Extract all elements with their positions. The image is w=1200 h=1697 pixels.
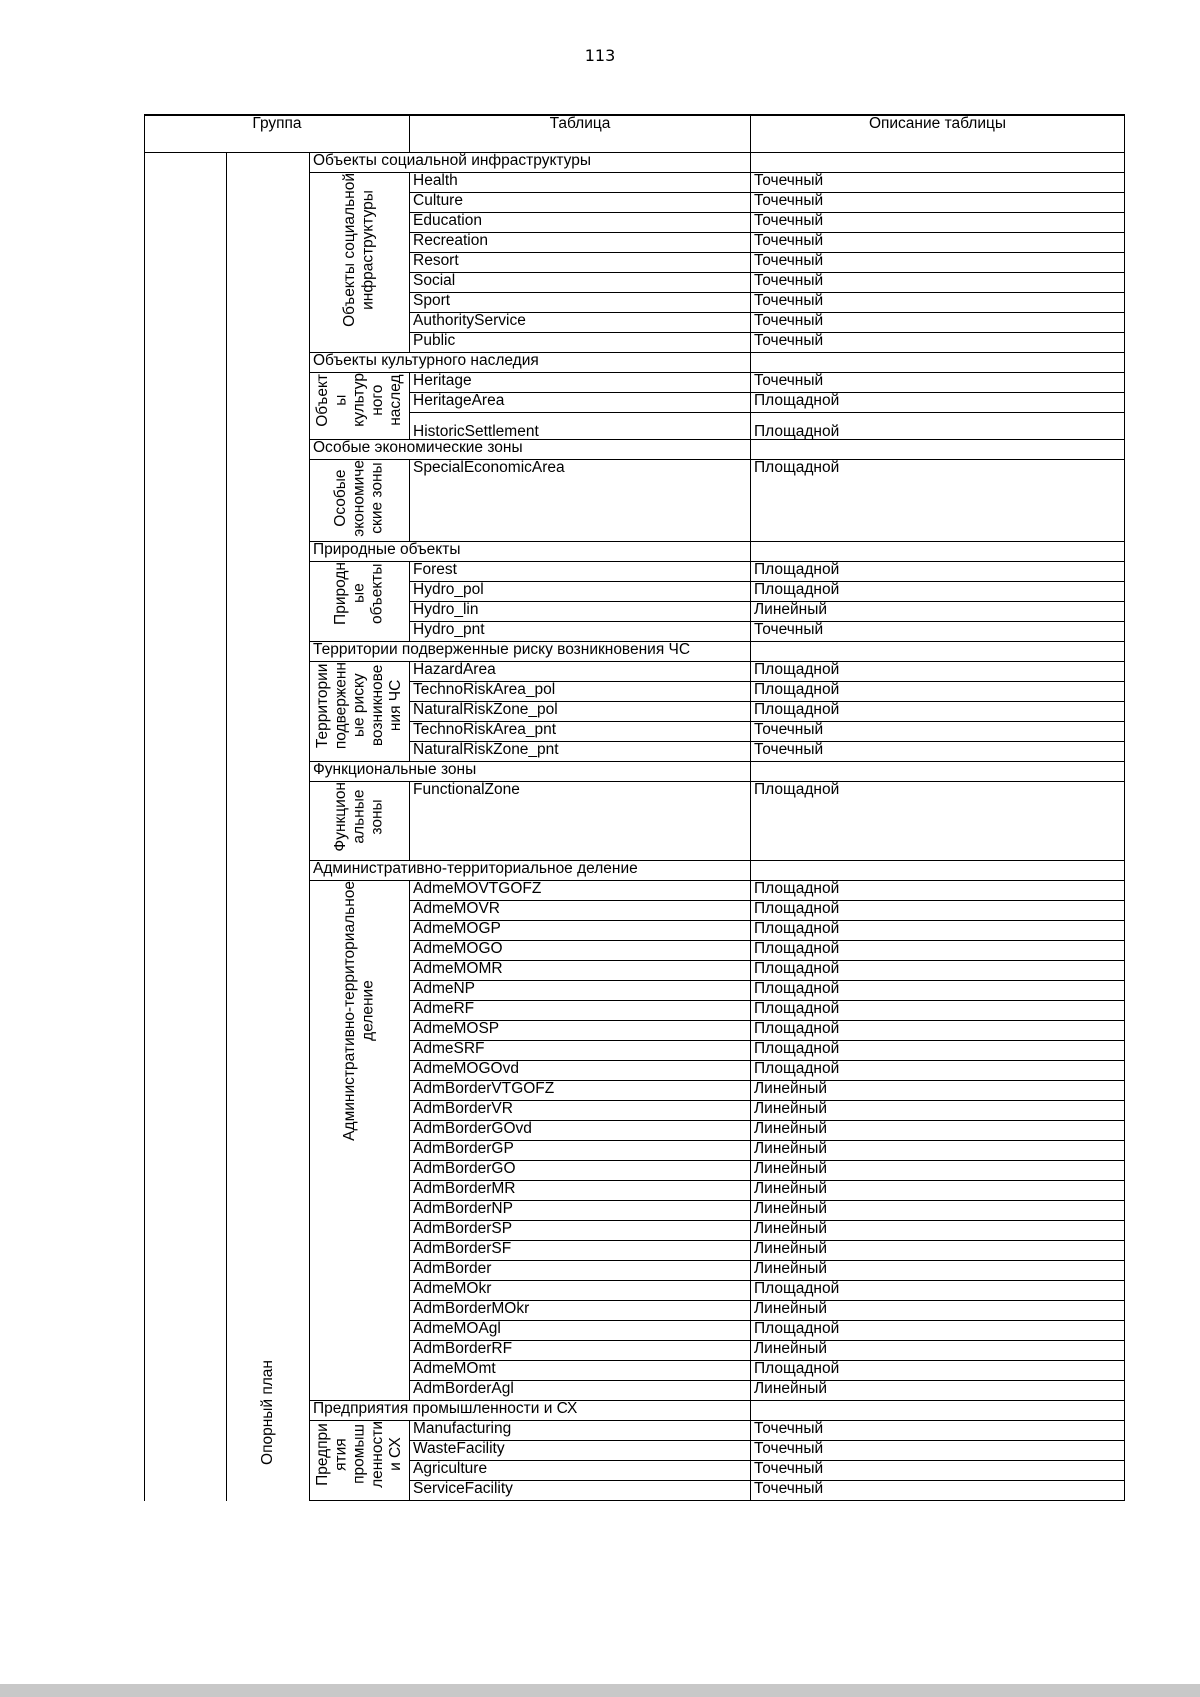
table-description-cell: Площадной — [751, 961, 1125, 981]
table-name-cell: AdmeMOMR — [410, 961, 751, 981]
table-description-cell: Точечный — [751, 193, 1125, 213]
section-vertical-label-cell — [310, 782, 410, 861]
table-body — [145, 115, 1125, 1501]
table-name-cell: ServiceFacility — [410, 1481, 751, 1501]
section-vertical-label-wrap — [313, 173, 406, 327]
table-description-cell: Площадной — [751, 1361, 1125, 1381]
table-name-cell: AdmBorderMOkr — [410, 1301, 751, 1321]
table-description-cell: Площадной — [751, 1061, 1125, 1081]
section-vertical-label-cell — [310, 881, 410, 1401]
table-name-cell: AdmeMOGO — [410, 941, 751, 961]
group-column-outer — [145, 153, 227, 1501]
section-vertical-label-wrap — [313, 373, 406, 427]
table-description-cell: Площадной — [751, 1041, 1125, 1061]
section-vertical-label: Предпри ятия промыш ленности и СХ — [313, 1421, 404, 1488]
table-name-cell: AdmeMOGOvd — [410, 1061, 751, 1081]
table-description-cell: Линейный — [751, 1301, 1125, 1321]
table-description-cell: Точечный — [751, 253, 1125, 273]
section-vertical-label-cell — [310, 562, 410, 642]
table-name-cell: HazardArea — [410, 662, 751, 682]
section-vertical-label-wrap — [313, 782, 406, 852]
section-vertical-label: Объект ы культур ного наслед — [313, 373, 404, 427]
table-name-cell: SpecialEconomicArea — [410, 460, 751, 542]
table-name-cell: AdmeMOkr — [410, 1281, 751, 1301]
table-name-cell: Forest — [410, 562, 751, 582]
table-name-cell: Hydro_lin — [410, 602, 751, 622]
section-vertical-label: Объекты социальной инфраструктуры — [341, 173, 377, 327]
section-title-empty — [751, 1401, 1125, 1421]
table-description-cell: Площадной — [751, 413, 1125, 440]
section-title-empty — [751, 153, 1125, 173]
table-description-cell: Точечный — [751, 1441, 1125, 1461]
section-vertical-label: Особые экономиче ские зоны — [332, 460, 386, 537]
section-vertical-label-cell — [310, 662, 410, 762]
section-vertical-label-cell — [310, 173, 410, 353]
table-description-cell: Линейный — [751, 1221, 1125, 1241]
table-description-cell: Линейный — [751, 1201, 1125, 1221]
table-description-cell: Линейный — [751, 1121, 1125, 1141]
table-name-cell: AdmeRF — [410, 1001, 751, 1021]
table-description-cell: Площадной — [751, 1021, 1125, 1041]
table-name-cell: Public — [410, 333, 751, 353]
table-description-cell: Площадной — [751, 702, 1125, 722]
table-description-cell: Площадной — [751, 682, 1125, 702]
section-title-empty — [751, 440, 1125, 460]
header-row — [145, 115, 1125, 153]
table-description-cell: Площадной — [751, 460, 1125, 542]
header-group: Группа — [145, 115, 410, 153]
table-name-cell: NaturalRiskZone_pol — [410, 702, 751, 722]
section-title-empty — [751, 642, 1125, 662]
section-vertical-label-wrap — [313, 881, 406, 1141]
table-description-cell: Точечный — [751, 742, 1125, 762]
header-table: Таблица — [410, 115, 751, 153]
table-description-cell: Площадной — [751, 782, 1125, 861]
table-name-cell: Education — [410, 213, 751, 233]
table-description-cell: Точечный — [751, 213, 1125, 233]
section-title-empty — [751, 861, 1125, 881]
table-description-cell: Площадной — [751, 562, 1125, 582]
section-title: Особые экономические зоны — [310, 440, 751, 460]
section-title: Природные объекты — [310, 542, 751, 562]
table-description-cell: Линейный — [751, 602, 1125, 622]
table-name-cell: AdmeNP — [410, 981, 751, 1001]
section-title: Объекты культурного наследия — [310, 353, 751, 373]
table-description-cell: Площадной — [751, 1321, 1125, 1341]
section-vertical-label-wrap — [313, 662, 406, 749]
section-vertical-label: Территории подверженн ые риску возникнове ния ЧС — [313, 662, 404, 750]
section-title: Объекты социальной инфраструктуры — [310, 153, 751, 173]
table-name-cell: AdmeMOVTGOFZ — [410, 881, 751, 901]
document-table — [144, 114, 1125, 1501]
table-description-cell: Площадной — [751, 1001, 1125, 1021]
table-name-cell: Resort — [410, 253, 751, 273]
table-name-cell: Social — [410, 273, 751, 293]
table-name-cell: Heritage — [410, 373, 751, 393]
table-description-cell: Линейный — [751, 1261, 1125, 1281]
table-description-cell: Площадной — [751, 981, 1125, 1001]
table-name-cell: Hydro_pol — [410, 582, 751, 602]
table-name-cell: AdmBorderGOvd — [410, 1121, 751, 1141]
section-title-row — [145, 153, 1125, 173]
table-description-cell: Точечный — [751, 722, 1125, 742]
section-vertical-label: Административно-территориальное деление — [341, 881, 377, 1141]
table-description-cell: Линейный — [751, 1141, 1125, 1161]
section-vertical-label-wrap — [313, 1421, 406, 1488]
table-description-cell: Точечный — [751, 293, 1125, 313]
table-description-cell: Линейный — [751, 1341, 1125, 1361]
table-name-cell: AdmBorderVR — [410, 1101, 751, 1121]
section-title: Предприятия промышленности и СХ — [310, 1401, 751, 1421]
table-name-cell: TechnoRiskArea_pol — [410, 682, 751, 702]
group-label: Опорный план — [258, 1359, 276, 1465]
table-name-cell: AdmBorderVTGOFZ — [410, 1081, 751, 1101]
table-description-cell: Точечный — [751, 273, 1125, 293]
table-description-cell: Площадной — [751, 881, 1125, 901]
table-name-cell: AdmeMOSP — [410, 1021, 751, 1041]
bottom-scroll-edge — [0, 1684, 1200, 1697]
header-description: Описание таблицы — [751, 115, 1125, 153]
group-label-wrap — [227, 1360, 309, 1465]
section-vertical-label-cell — [310, 1421, 410, 1501]
table-name-cell: AdmBorderGO — [410, 1161, 751, 1181]
section-title-empty — [751, 542, 1125, 562]
table-description-cell: Точечный — [751, 1421, 1125, 1441]
table-description-cell: Линейный — [751, 1241, 1125, 1261]
table-name-cell: Manufacturing — [410, 1421, 751, 1441]
table-name-cell: AdmeMOAgl — [410, 1321, 751, 1341]
table-name-cell: AdmeSRF — [410, 1041, 751, 1061]
group-label-cell — [227, 153, 310, 1501]
section-vertical-label-wrap — [313, 562, 406, 625]
table-description-cell: Точечный — [751, 313, 1125, 333]
table-name-cell: WasteFacility — [410, 1441, 751, 1461]
table-description-cell: Площадной — [751, 921, 1125, 941]
section-title: Территории подверженные риску возникновения ЧС — [310, 642, 751, 662]
table-description-cell: Площадной — [751, 1281, 1125, 1301]
section-title: Функциональные зоны — [310, 762, 751, 782]
table-description-cell: Линейный — [751, 1081, 1125, 1101]
table-description-cell: Точечный — [751, 233, 1125, 253]
table-name-cell: AdmeMOmt — [410, 1361, 751, 1381]
table-description-cell: Точечный — [751, 373, 1125, 393]
table-description-cell: Точечный — [751, 1481, 1125, 1501]
table-description-cell: Линейный — [751, 1161, 1125, 1181]
table-name-cell: HistoricSettlement — [410, 413, 751, 440]
table-name-cell: TechnoRiskArea_pnt — [410, 722, 751, 742]
table-name-cell: Hydro_pnt — [410, 622, 751, 642]
table-description-cell: Точечный — [751, 173, 1125, 193]
table-description-cell: Точечный — [751, 622, 1125, 642]
section-vertical-label: Функцион альные зоны — [332, 782, 386, 852]
section-vertical-label-cell — [310, 460, 410, 542]
table-description-cell: Линейный — [751, 1101, 1125, 1121]
table-description-cell: Площадной — [751, 393, 1125, 413]
section-vertical-label: Природн ые объекты — [332, 562, 386, 625]
table-name-cell: FunctionalZone — [410, 782, 751, 861]
table-name-cell: Health — [410, 173, 751, 193]
table-description-cell: Точечный — [751, 1461, 1125, 1481]
table-name-cell: Culture — [410, 193, 751, 213]
table-description-cell: Площадной — [751, 941, 1125, 961]
table-name-cell: Recreation — [410, 233, 751, 253]
page-number: 113 — [584, 46, 616, 65]
table-name-cell: AdmeMOVR — [410, 901, 751, 921]
table-name-cell: AdmBorderRF — [410, 1341, 751, 1361]
table-name-cell: AdmBorderSP — [410, 1221, 751, 1241]
table-name-cell: AdmeMOGP — [410, 921, 751, 941]
table-description-cell: Линейный — [751, 1181, 1125, 1201]
table-name-cell: NaturalRiskZone_pnt — [410, 742, 751, 762]
section-title-empty — [751, 762, 1125, 782]
table-name-cell: AdmBorderMR — [410, 1181, 751, 1201]
table-name-cell: Agriculture — [410, 1461, 751, 1481]
table-description-cell: Площадной — [751, 582, 1125, 602]
table-name-cell: AuthorityService — [410, 313, 751, 333]
table-name-cell: AdmBorderNP — [410, 1201, 751, 1221]
table-description-cell: Линейный — [751, 1381, 1125, 1401]
section-vertical-label-wrap — [313, 460, 406, 537]
table-description-cell: Точечный — [751, 333, 1125, 353]
table-name-cell: AdmBorderSF — [410, 1241, 751, 1261]
table-name-cell: AdmBorderAgl — [410, 1381, 751, 1401]
table-name-cell: AdmBorderGP — [410, 1141, 751, 1161]
table-name-cell: AdmBorder — [410, 1261, 751, 1281]
table-description-cell: Площадной — [751, 662, 1125, 682]
table-description-cell: Площадной — [751, 901, 1125, 921]
table-name-cell: Sport — [410, 293, 751, 313]
section-title: Административно-территориальное деление — [310, 861, 751, 881]
section-vertical-label-cell — [310, 373, 410, 440]
section-title-empty — [751, 353, 1125, 373]
table-name-cell: HeritageArea — [410, 393, 751, 413]
